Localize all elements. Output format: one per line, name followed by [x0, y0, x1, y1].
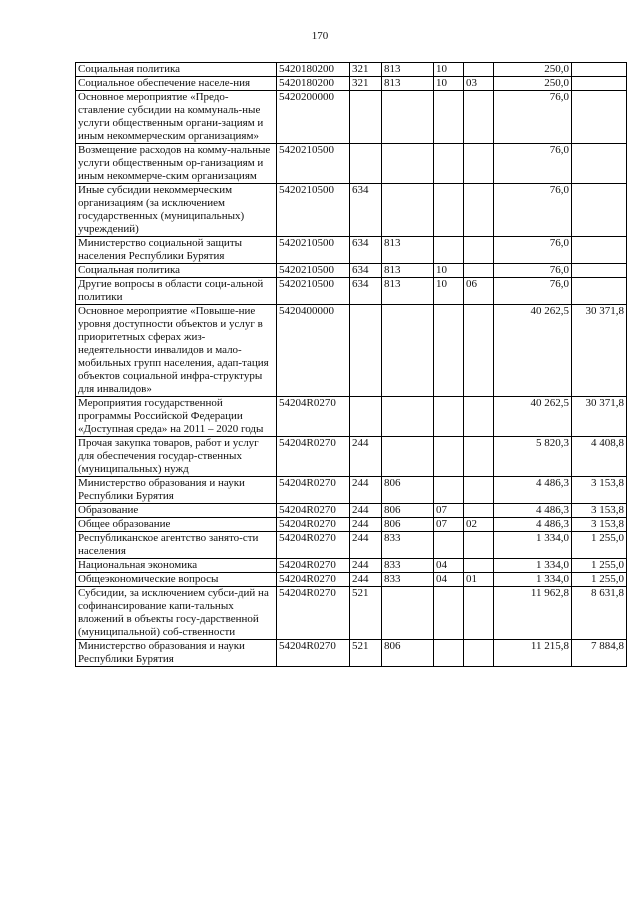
section-cell — [434, 397, 464, 437]
ministry-code-cell: 813 — [382, 77, 434, 91]
target-article-cell: 5420200000 — [277, 91, 350, 144]
expense-type-cell: 321 — [350, 77, 382, 91]
subsection-cell: 06 — [464, 278, 494, 305]
amount-year2-cell: 7 884,8 — [572, 640, 627, 667]
subsection-cell: 01 — [464, 573, 494, 587]
amount-year2-cell: 1 255,0 — [572, 559, 627, 573]
amount-year2-cell: 1 255,0 — [572, 573, 627, 587]
section-cell: 10 — [434, 264, 464, 278]
section-cell: 10 — [434, 77, 464, 91]
target-article-cell: 5420400000 — [277, 305, 350, 397]
table-row — [76, 518, 627, 532]
subsection-cell — [464, 559, 494, 573]
ministry-code-cell: 806 — [382, 504, 434, 518]
amount-year1-cell: 250,0 — [494, 77, 572, 91]
table-row — [76, 640, 627, 667]
ministry-code-cell: 806 — [382, 477, 434, 504]
row-name-cell: Министерство образования и науки Республики Бурятия — [76, 640, 277, 667]
section-cell — [434, 91, 464, 144]
section-cell: 04 — [434, 559, 464, 573]
row-name-cell: Общеэкономические вопросы — [76, 573, 277, 587]
amount-year1-cell: 4 486,3 — [494, 518, 572, 532]
expense-type-cell: 244 — [350, 532, 382, 559]
row-name-cell: Национальная экономика — [76, 559, 277, 573]
expense-type-cell — [350, 305, 382, 397]
expense-type-cell: 244 — [350, 437, 382, 477]
amount-year2-cell: 8 631,8 — [572, 587, 627, 640]
expense-type-cell: 244 — [350, 504, 382, 518]
row-name-cell: Общее образование — [76, 518, 277, 532]
target-article-cell: 54204R0270 — [277, 397, 350, 437]
target-article-cell: 54204R0270 — [277, 573, 350, 587]
section-cell: 07 — [434, 504, 464, 518]
section-cell — [434, 237, 464, 264]
ministry-code-cell — [382, 397, 434, 437]
budget-table — [75, 62, 627, 667]
amount-year2-cell — [572, 63, 627, 77]
ministry-code-cell — [382, 437, 434, 477]
amount-year2-cell: 30 371,8 — [572, 397, 627, 437]
section-cell — [434, 532, 464, 559]
table-row — [76, 77, 627, 91]
subsection-cell — [464, 640, 494, 667]
amount-year1-cell: 1 334,0 — [494, 573, 572, 587]
target-article-cell: 5420210500 — [277, 264, 350, 278]
row-name-cell: Республиканское агентство занято-сти населения — [76, 532, 277, 559]
expense-type-cell: 634 — [350, 278, 382, 305]
row-name-cell: Социальное обеспечение населе-ния — [76, 77, 277, 91]
section-cell — [434, 587, 464, 640]
row-name-cell: Мероприятия государственной программы Российской Федерации «Доступная среда» на 2011 – 2020 годы — [76, 397, 277, 437]
expense-type-cell: 634 — [350, 264, 382, 278]
amount-year1-cell: 250,0 — [494, 63, 572, 77]
amount-year1-cell: 1 334,0 — [494, 532, 572, 559]
ministry-code-cell: 813 — [382, 264, 434, 278]
amount-year1-cell: 76,0 — [494, 264, 572, 278]
section-cell: 04 — [434, 573, 464, 587]
subsection-cell — [464, 397, 494, 437]
target-article-cell: 54204R0270 — [277, 532, 350, 559]
target-article-cell: 54204R0270 — [277, 477, 350, 504]
target-article-cell: 54204R0270 — [277, 437, 350, 477]
table-row — [76, 278, 627, 305]
section-cell — [434, 184, 464, 237]
expense-type-cell: 634 — [350, 184, 382, 237]
subsection-cell — [464, 532, 494, 559]
subsection-cell — [464, 264, 494, 278]
expense-type-cell — [350, 397, 382, 437]
subsection-cell: 03 — [464, 77, 494, 91]
target-article-cell: 54204R0270 — [277, 518, 350, 532]
table-row — [76, 184, 627, 237]
target-article-cell: 54204R0270 — [277, 587, 350, 640]
target-article-cell: 54204R0270 — [277, 504, 350, 518]
amount-year1-cell: 76,0 — [494, 144, 572, 184]
ministry-code-cell: 813 — [382, 278, 434, 305]
target-article-cell: 5420210500 — [277, 278, 350, 305]
subsection-cell — [464, 144, 494, 184]
ministry-code-cell — [382, 184, 434, 237]
section-cell — [434, 144, 464, 184]
subsection-cell — [464, 305, 494, 397]
table-row — [76, 587, 627, 640]
section-cell — [434, 305, 464, 397]
subsection-cell — [464, 63, 494, 77]
target-article-cell: 54204R0270 — [277, 559, 350, 573]
amount-year2-cell: 1 255,0 — [572, 532, 627, 559]
table-row — [76, 63, 627, 77]
table-row — [76, 305, 627, 397]
amount-year2-cell: 4 408,8 — [572, 437, 627, 477]
amount-year1-cell: 40 262,5 — [494, 305, 572, 397]
table-row — [76, 532, 627, 559]
row-name-cell: Образование — [76, 504, 277, 518]
amount-year1-cell: 76,0 — [494, 184, 572, 237]
row-name-cell: Субсидии, за исключением субси-дий на софинансирование капи-тальных вложений в объекты госу-дарственной (муниципальной) соб-ственности — [76, 587, 277, 640]
expense-type-cell: 244 — [350, 573, 382, 587]
amount-year1-cell: 11 215,8 — [494, 640, 572, 667]
ministry-code-cell: 833 — [382, 532, 434, 559]
subsection-cell — [464, 587, 494, 640]
expense-type-cell: 244 — [350, 477, 382, 504]
table-row — [76, 559, 627, 573]
amount-year2-cell — [572, 77, 627, 91]
subsection-cell — [464, 477, 494, 504]
row-name-cell: Иные субсидии некоммерческим организациям (за исключением государственных (муниципальных) учреждений) — [76, 184, 277, 237]
section-cell — [434, 640, 464, 667]
table-row — [76, 264, 627, 278]
subsection-cell — [464, 237, 494, 264]
row-name-cell: Прочая закупка товаров, работ и услуг для обеспечения государ-ственных (муниципальных) нужд — [76, 437, 277, 477]
table-row — [76, 477, 627, 504]
row-name-cell: Министерство образования и науки Республики Бурятия — [76, 477, 277, 504]
table-row — [76, 504, 627, 518]
target-article-cell: 5420180200 — [277, 77, 350, 91]
page-number: 170 — [311, 30, 329, 42]
section-cell: 07 — [434, 518, 464, 532]
subsection-cell — [464, 91, 494, 144]
row-name-cell: Возмещение расходов на комму-нальные услуги общественным ор-ганизациям и иным некоммерче-ским организациям — [76, 144, 277, 184]
amount-year1-cell: 76,0 — [494, 278, 572, 305]
budget-table-body — [76, 63, 627, 667]
section-cell — [434, 477, 464, 504]
ministry-code-cell — [382, 305, 434, 397]
target-article-cell: 54204R0270 — [277, 640, 350, 667]
row-name-cell: Основное мероприятие «Повыше-ние уровня доступности объектов и услуг в приоритетных сферах жиз-недеятельности инвалидов и мало-мобильных групп населения, адап-тация объектов социальной инфра-структуры для инвалидов» — [76, 305, 277, 397]
expense-type-cell: 244 — [350, 559, 382, 573]
expense-type-cell — [350, 144, 382, 184]
amount-year2-cell — [572, 144, 627, 184]
table-row — [76, 237, 627, 264]
ministry-code-cell: 806 — [382, 518, 434, 532]
row-name-cell: Основное мероприятие «Предо-ставление субсидии на коммуналь-ные услуги общественным органи-зациям и иным некоммерческим организациям» — [76, 91, 277, 144]
amount-year2-cell — [572, 278, 627, 305]
ministry-code-cell: 833 — [382, 573, 434, 587]
expense-type-cell: 521 — [350, 587, 382, 640]
subsection-cell: 02 — [464, 518, 494, 532]
subsection-cell — [464, 504, 494, 518]
expense-type-cell: 521 — [350, 640, 382, 667]
section-cell — [434, 437, 464, 477]
amount-year2-cell: 3 153,8 — [572, 477, 627, 504]
amount-year1-cell: 1 334,0 — [494, 559, 572, 573]
amount-year1-cell: 11 962,8 — [494, 587, 572, 640]
ministry-code-cell: 806 — [382, 640, 434, 667]
subsection-cell — [464, 184, 494, 237]
target-article-cell: 5420210500 — [277, 237, 350, 264]
amount-year1-cell: 5 820,3 — [494, 437, 572, 477]
amount-year2-cell — [572, 264, 627, 278]
target-article-cell: 5420210500 — [277, 184, 350, 237]
section-cell: 10 — [434, 63, 464, 77]
target-article-cell: 5420210500 — [277, 144, 350, 184]
table-row — [76, 144, 627, 184]
amount-year2-cell — [572, 91, 627, 144]
expense-type-cell — [350, 91, 382, 144]
amount-year2-cell: 3 153,8 — [572, 504, 627, 518]
table-row — [76, 91, 627, 144]
ministry-code-cell — [382, 144, 434, 184]
ministry-code-cell — [382, 91, 434, 144]
row-name-cell: Социальная политика — [76, 63, 277, 77]
amount-year1-cell: 76,0 — [494, 91, 572, 144]
ministry-code-cell: 833 — [382, 559, 434, 573]
ministry-code-cell — [382, 587, 434, 640]
amount-year2-cell: 3 153,8 — [572, 518, 627, 532]
amount-year1-cell: 4 486,3 — [494, 504, 572, 518]
amount-year2-cell — [572, 184, 627, 237]
row-name-cell: Министерство социальной защиты населения Республики Бурятия — [76, 237, 277, 264]
expense-type-cell: 244 — [350, 518, 382, 532]
ministry-code-cell: 813 — [382, 63, 434, 77]
ministry-code-cell: 813 — [382, 237, 434, 264]
amount-year2-cell — [572, 237, 627, 264]
expense-type-cell: 634 — [350, 237, 382, 264]
target-article-cell: 5420180200 — [277, 63, 350, 77]
amount-year1-cell: 4 486,3 — [494, 477, 572, 504]
amount-year1-cell: 76,0 — [494, 237, 572, 264]
expense-type-cell: 321 — [350, 63, 382, 77]
row-name-cell: Другие вопросы в области соци-альной политики — [76, 278, 277, 305]
amount-year1-cell: 40 262,5 — [494, 397, 572, 437]
subsection-cell — [464, 437, 494, 477]
table-row — [76, 573, 627, 587]
table-row — [76, 437, 627, 477]
row-name-cell: Социальная политика — [76, 264, 277, 278]
amount-year2-cell: 30 371,8 — [572, 305, 627, 397]
table-row — [76, 397, 627, 437]
section-cell: 10 — [434, 278, 464, 305]
